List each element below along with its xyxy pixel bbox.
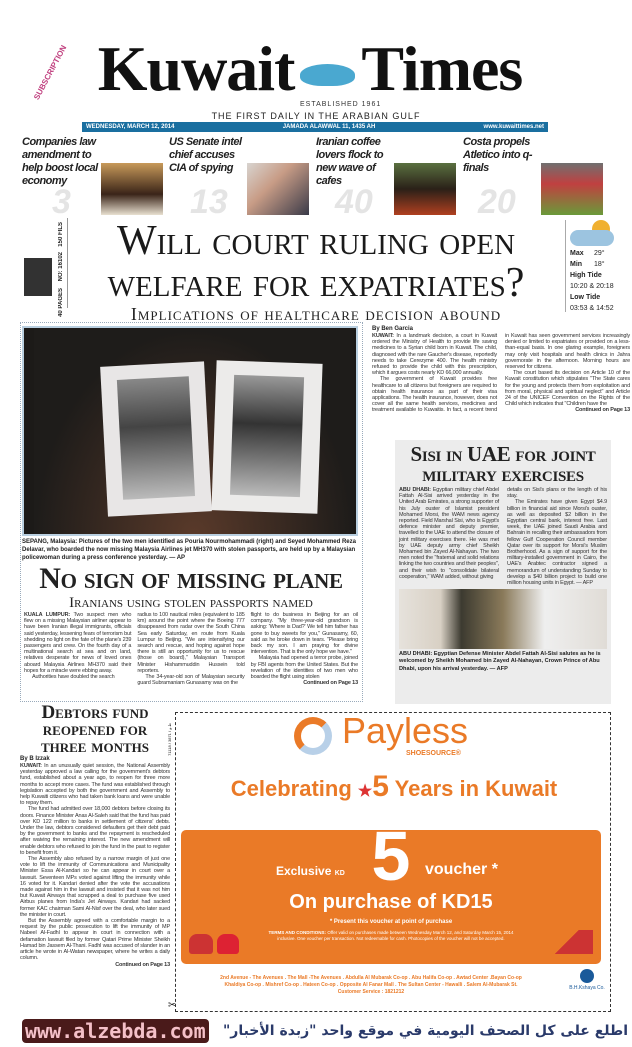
sisi-headline: Sisi in UAE for joint military exercises bbox=[410, 442, 596, 486]
article-text: Malaysia had opened a terror probe, joined by FBI agents from the United States. But the revelation of the identities of two men who boarded the flight using stolen bbox=[250, 655, 358, 681]
teaser-photo bbox=[394, 163, 456, 215]
exclusive: Exclusive bbox=[276, 864, 332, 878]
banner-arabic-text: اطلع على كل الصحف اليومية في موقع واحد "زبدة الأخبار" bbox=[222, 1023, 628, 1039]
article-text: Egyptian military chief Abdel Fattah Al-Sisi arrived yesterday in the United Arab Emirates, a strong supporter of his July ouster of Islamist president Mohamed Morsi, the WAM news agency reported. Field Marshal Sisi, who is Egypt's defence minister and deputy premier, travelled to the UAE to attend the closure of joint military exercises there. He was met by UAE deputy army chief Sheikh Mohamed bin Zayed Al-Nahayan. The two men noted the "fraternal and solid relations linking the two countries and their peoples", and their wish to "consolidate bilateral cooperation," WAM added, without giving bbox=[399, 487, 499, 580]
established: ESTABLISHED 1961 bbox=[300, 101, 382, 108]
article-text: The Emirates have given Egypt $4.9 billion in financial aid since Morsi's ouster, as well as deposited $2 billion in the Egyptian central bank, interest free. Last week, the UAE joined Saudi Arabia and Bahrain in recalling their ambassadors from fellow Gulf Cooperation Council member Qatar over its support for Morsi's Muslim Brotherhood. As a sign of support for the military-installed government in Cairo, the UAE's Arabtec contractor signed a memorandum of understanding Sunday to develop a $40 billion project to build one million housing units in Egypt. — AFP bbox=[507, 499, 607, 587]
tagline: THE FIRST DAILY IN THE ARABIAN GULF bbox=[211, 111, 421, 121]
weather-box bbox=[565, 220, 631, 312]
page-count: 40 PAGES bbox=[58, 288, 64, 317]
teaser-page: 40 bbox=[335, 183, 373, 221]
sisi-photo bbox=[399, 589, 607, 649]
teaser[interactable]: Companies law amendment to help boost local economy bbox=[22, 136, 98, 187]
shoe-icon bbox=[553, 930, 593, 954]
masthead-logo bbox=[70, 33, 550, 104]
article-text: The fund had admitted over 18,000 debtors before closing its doors. Finance Minister Anas Al-Saleh said that the fund has paid over KD 122 million to banks in settlement of citizens' debts. Under the law, debtors considered defaulters get their debt paid by the government to banks and the repayment is rescheduled after waiving the remaining interest. The new amendment will enable debtors who refused to join the fund in the past to register to benefit from it. bbox=[20, 806, 170, 856]
headline-line: Will court ruling open bbox=[116, 218, 516, 264]
plane-headline: No sign of missing plane bbox=[39, 562, 343, 595]
date: WEDNESDAY, MARCH 12, 2014 bbox=[86, 124, 175, 130]
high-tide-label: High Tide bbox=[570, 272, 602, 279]
min-temp: 18° bbox=[594, 261, 605, 268]
brand: Payless bbox=[342, 710, 469, 751]
article-text: The government of Kuwait provides free healthcare to all citizens but foreigners are required to obtain health insurance as part of their visa applications. The health insurance, however, does not cover all the same health services, medicines and treatment available to Kuwaitis. In fact, a recent trend in Kuwait has seen government services increasingly denied or limited to expatriates or provided on a less-than-equal basis. In one glaring example, foreigners may only visit hospitals and health clinics in Jahra governorate in the afternoon. Morning hours are reserved for citizens. bbox=[372, 333, 630, 414]
lead-subhead: Implications of healthcare decision abound bbox=[130, 304, 502, 324]
dateline: KUWAIT: bbox=[20, 763, 42, 769]
voucher-label: voucher * bbox=[425, 861, 498, 878]
sisi-story bbox=[395, 440, 611, 704]
lead-headline bbox=[72, 220, 560, 304]
debtors-byline: By B Izzak bbox=[20, 756, 50, 762]
article-text: In an unusually quiet session, the National Assembly yesterday approved a law calling for the government's debtors fund, established about a year ago, to reopen for three more months to accept more cases. The fund was established through legislation accepted by both the government and Assembly to help Kuwaiti citizens who had taken bank loans and were unable to repay them. bbox=[20, 763, 170, 807]
partner-name: B.H.Kshaya Co. bbox=[569, 985, 605, 991]
celebrating-line bbox=[176, 769, 612, 810]
locations: 2nd Avenue - The Avenues . The Mall -The Avenues . Abdulla Al Mubarak Co-op . Abu Halifa Co-op . Awtad Center .Bayan Co-op bbox=[220, 975, 522, 981]
dateline: ABU DHABI: bbox=[399, 487, 431, 493]
qr-code-icon[interactable] bbox=[24, 258, 52, 296]
article-text: But the Assembly agreed with a comfortable margin to a request by the public prosecution to lift the immunity of MP Nabeel Al-Fadhl to appear in court in connection with a defamation lawsuit filed by former Qatari Prime Minister Sheikh Hamad bin Jassem Al-Thani. Fadhl was accused of slander in an article he wrote in Al-Watan newspaper, where he writes a daily column. bbox=[20, 918, 170, 962]
logo-left: Kuwait bbox=[97, 33, 295, 104]
voucher-amount: 5 bbox=[371, 817, 411, 895]
teaser-photo bbox=[541, 163, 603, 215]
teaser[interactable]: US Senate intel chief accuses CIA of spying bbox=[169, 136, 242, 174]
five: 5 bbox=[372, 770, 389, 803]
article-text: radius to 100 nautical miles (equivalent to 185 km) around the point where the Boeing 777 disappeared from radar over the South China Sea early Saturday, en route from Kuala Lumpur to Beijing. "We are intensifying our search and rescue, and hoping against hope there is still an opportunity for us to rescue (those on board)," Malaysian Transport Minister Hishammuddin Hussein told reporters. bbox=[137, 612, 245, 674]
ad-code: 71118 / 3871 / ط.و bbox=[167, 723, 172, 756]
teaser[interactable]: Costa propels Atletico into q-finals bbox=[463, 136, 532, 174]
subscription-stamp: SUBSCRIPTION bbox=[32, 43, 69, 102]
teaser-photo bbox=[247, 163, 309, 215]
date-bar bbox=[82, 122, 548, 132]
dateline: KUALA LUMPUR: bbox=[24, 612, 71, 618]
handbag-icon bbox=[217, 934, 239, 954]
voucher-box bbox=[181, 817, 601, 964]
present-note: * Present this voucher at point of purchase bbox=[329, 919, 453, 925]
plane-columns bbox=[22, 612, 360, 686]
teaser-photo bbox=[101, 163, 163, 215]
star-icon: ★ bbox=[357, 783, 373, 800]
article-text: In a landmark decision, a court in Kuwait ordered the Ministry of Health to provide life saving medicines to a Syrian child born in Kuwait. The child, diagnosed with the rare Gaucher's disease, reportedly needs to take Cerezyme 400. The health ministry refused to provide the child with this prescription, which it argues costs nearly KD 66,000 annually. bbox=[372, 333, 497, 377]
headline-line: welfare for expatriates? bbox=[107, 260, 525, 306]
passport-photo bbox=[22, 326, 358, 536]
celebrating: Celebrating bbox=[230, 776, 352, 801]
banner-url[interactable]: www.alzebda.com bbox=[22, 1019, 209, 1043]
terms: Offer valid on purchases made between Wednesday March 12, and Saturday March 15, 2014 inclusive. One voucher per transaction. Not redeemable for cash. Photocopies of the voucher will not be accepted. bbox=[277, 930, 514, 941]
continued-link[interactable]: Continued on Page 13 bbox=[575, 407, 630, 414]
plane-story bbox=[22, 538, 360, 686]
kd: KD bbox=[334, 870, 345, 877]
partner-logo bbox=[564, 969, 610, 991]
website[interactable]: www.kuwaittimes.net bbox=[483, 124, 544, 130]
article-text: details on Sisi's plans or the length of his stay. bbox=[507, 487, 607, 500]
logo-right: Times bbox=[361, 33, 523, 104]
debtors-text bbox=[20, 763, 170, 968]
high-tide: 10:20 & 20:18 bbox=[570, 283, 614, 290]
article-text: The 34-year-old son of Malaysian security guard Subramaniam Gunasamy was on the bbox=[137, 674, 245, 687]
price: 150 FILS bbox=[58, 222, 64, 247]
brand-sub: SHOESOURCE® bbox=[406, 750, 461, 757]
hijri-date: JAMADA ALAWWAL 11, 1435 AH bbox=[282, 124, 376, 130]
sisi-columns bbox=[399, 487, 607, 586]
article-text: The court based its decision on Article 10 of the Kuwait constitution which stipulates "The State cares for the young and protects them from exploitation and from moral, physical and spiritual neglect" and Article 24 of the UNICEF Convention on the Rights of the Child which indicates that "Children have the bbox=[505, 370, 630, 408]
lead-byline: By Ben Garcia bbox=[372, 326, 414, 332]
payless-logo-icon bbox=[294, 717, 332, 755]
dateline: KUWAIT: bbox=[372, 333, 394, 339]
debtors-story bbox=[20, 704, 170, 968]
sisi-caption: ABU DHABI: Egyptian Defense Minister Abdel Fattah Al-Sisi salutes as he is welcomed by Sheikh Mohamed bin Zayed Al-Nahayan, Crown Prince of Abu Dhabi, upon his arrival yesterday. — AFP bbox=[399, 651, 601, 672]
teaser-page: 20 bbox=[478, 183, 516, 221]
continued-link[interactable]: Continued on Page 13 bbox=[303, 680, 358, 687]
teaser-page: 13 bbox=[190, 183, 228, 221]
alzebda-banner[interactable] bbox=[0, 1013, 632, 1047]
terms-label: TERMS AND CONDITIONS: bbox=[268, 930, 327, 935]
store-locations bbox=[186, 975, 556, 996]
low-tide: 03:53 & 14:52 bbox=[570, 305, 614, 312]
max-label: Max bbox=[570, 250, 584, 257]
weather-sun-cloud-icon bbox=[570, 220, 631, 248]
plane-subhead: Iranians using stolen passports named bbox=[69, 595, 313, 611]
article-text: The Assembly also refused by a narrow margin of just one vote to lift the immunity of Communications and Municipality Minister Essa Al-Kandari so he can appear in court over a lawsuit. Seventeen MPs voted against lifting the immunity while 16 voted for it. Kandari denied after the vote the accusations made against him in the lawsuit and insisted that it was not him but Kuwait Airways that scrapped a deal to purchase five used Airbus planes from India's Jet Airways. Kandari had sacked former KAC chairman Sami Al-Nisf over the deal, who later sued the minister in court. bbox=[20, 856, 170, 918]
photo-caption: SEPANG, Malaysia: Pictures of the two men identified as Pouria Nourmohammadi (right) and Seyed Mohammed Reza Delavar, who boarded the now missing Malaysia Airlines jet MH370 with stolen passports, are held up by a Malaysian policewoman during a press conference yesterday. — AP bbox=[22, 539, 356, 561]
purchase-condition: On purchase of KD15 bbox=[289, 891, 493, 913]
article-text: flight to do business in Beijing for an oil company. "My three-year-old grandson is asking: 'Where is Dad?' We tell him father has gone to buy sweets for you," Gunasamy, 60, said as he broke down in tears. "Please bring back my son. I am praying for divine intervention. That is the only hope we have." bbox=[250, 612, 358, 656]
article-text: Authorities have doubled the search bbox=[32, 674, 115, 681]
years: Years in Kuwait bbox=[394, 776, 558, 801]
handbag-icon bbox=[189, 934, 213, 954]
locations: Khaldiya Co-op . Mishref Co-op . Hateen Co-op . Opposite Al Fanar Mall . The Sultan Center - Hawalli . Salem Al-Mubarak St. bbox=[224, 982, 518, 988]
scissors-icon: ✂ bbox=[168, 1000, 177, 1011]
max-temp: 29° bbox=[594, 250, 605, 257]
min-label: Min bbox=[570, 261, 583, 268]
customer-service: Customer Service : 1821212 bbox=[337, 989, 405, 995]
lead-columns bbox=[372, 333, 630, 414]
low-tide-label: Low Tide bbox=[570, 294, 601, 301]
issue-number: NO: 16102 bbox=[58, 252, 64, 282]
continued-link[interactable]: Continued on Page 13 bbox=[115, 961, 170, 968]
teaser[interactable]: Iranian coffee lovers flock to new wave of cafes bbox=[316, 136, 384, 187]
teaser-page: 3 bbox=[52, 183, 71, 221]
dhow-emblem-icon bbox=[300, 64, 355, 86]
debtors-headline: Debtors fund reopened for three months bbox=[40, 702, 150, 757]
lead-story bbox=[372, 326, 630, 414]
article-text: Two suspect men who flew on a missing Malaysian airliner appear to have been Iranian illegal immigrants, officials said yesterday, lessening fears of terrorism but shedding no light on the fate of the plane's 239 passengers and crew. On the fourth day of a multinational search at sea and on land, relatives desperate for news of loved ones aboard Malaysia Airlines MH370 said their hopes for a miracle were ebbing away. bbox=[24, 612, 132, 674]
